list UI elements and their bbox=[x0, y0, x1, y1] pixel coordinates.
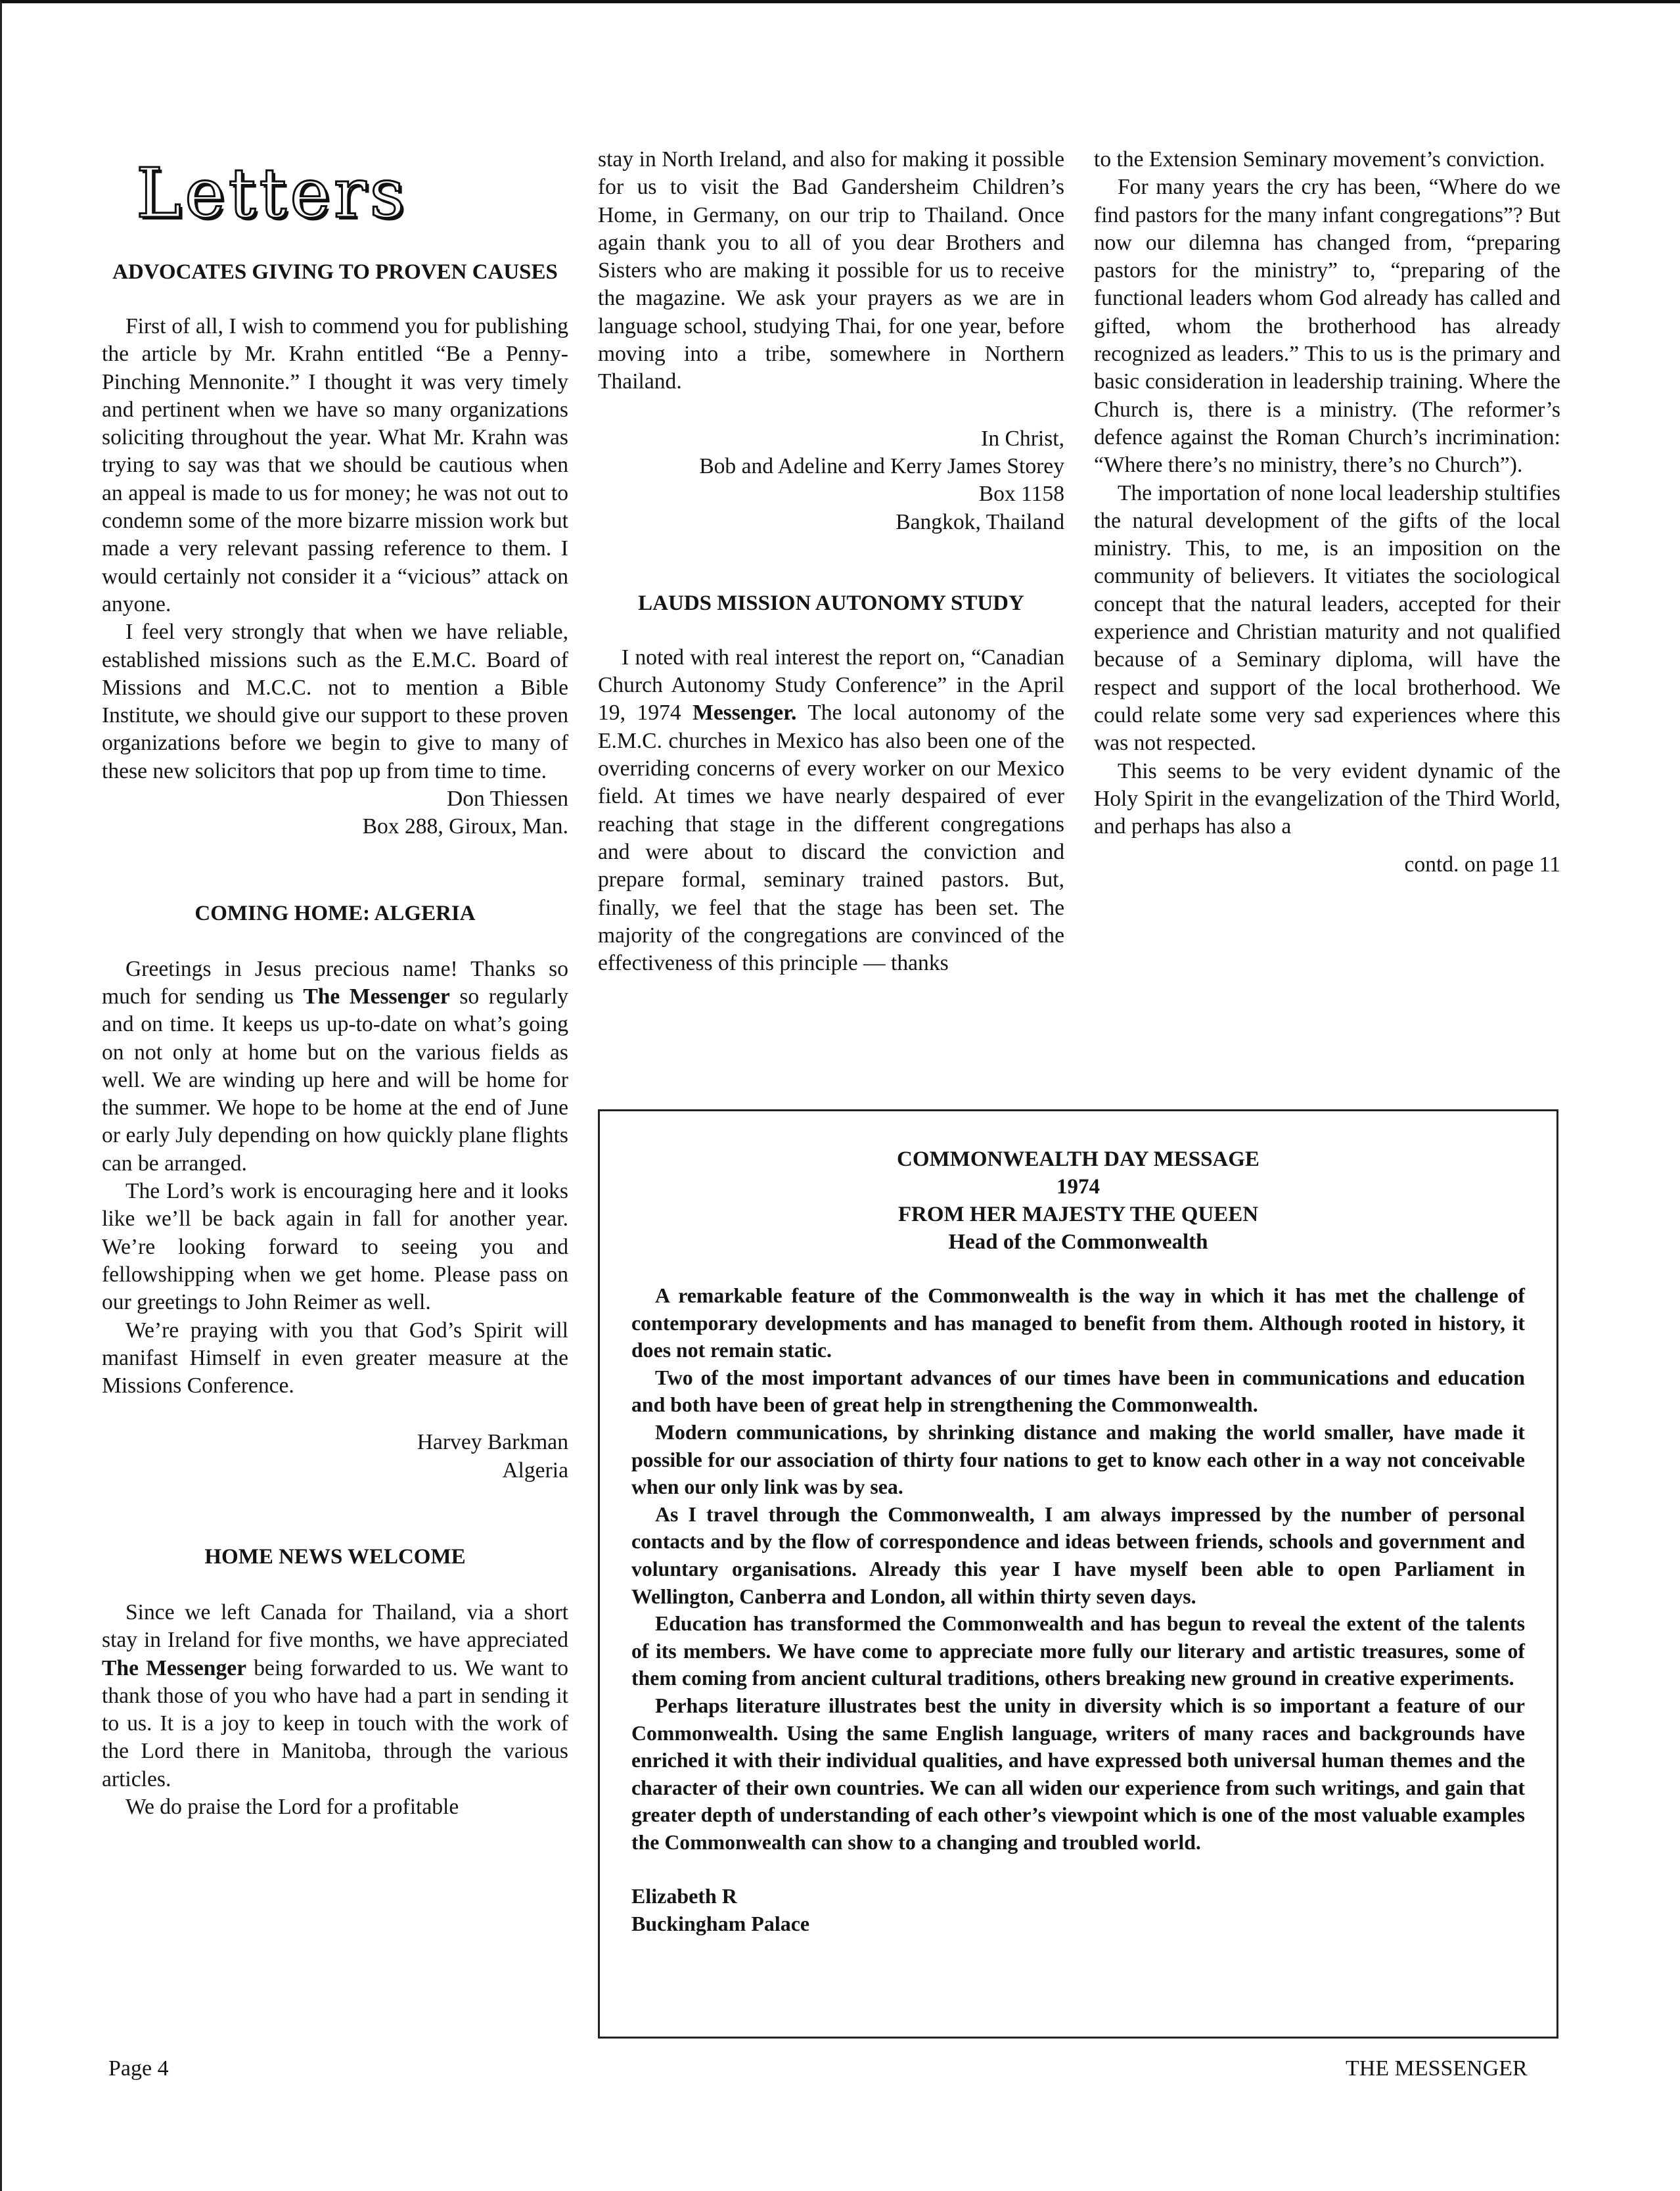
letter-advocates-paragraph-1: First of all, I wish to commend you for publishing the article by Mr. Krahn entitled “Be a Penny-Pinching Mennonite.” I thought it was very timely and pertinent when we have so many organizations soliciting throughout the year. What Mr. Krahn was trying to say was that we should be cautious when an appeal is made to us for money; he was not out to condemn some of the more bizarre mission work but made a very relevant passing reference to them. I would certainly not consider it a “vicious” attack on anyone. bbox=[102, 314, 568, 616]
column-left bbox=[102, 146, 568, 1821]
commonwealth-paragraph-4: As I travel through the Commonwealth, I am always impressed by the number of personal contacts and by the flow of correspondence and ideas between friends, schools and government and voluntary organisations. Already this year I have myself been able to open Parliament in Wellington, Canberra and London, all within thirty seven days. bbox=[631, 1502, 1525, 1608]
commonwealth-signature-place: Buckingham Palace bbox=[631, 1912, 810, 1936]
commonwealth-paragraph-3: Modern communications, by shrinking distance and making the world smaller, have made it possible for our association of thirty four nations to get to know each other in a way not conceivable when our only link was by sea. bbox=[631, 1420, 1525, 1499]
signature-name: Bob and Adeline and Kerry James Storey bbox=[699, 453, 1064, 478]
signature-closing: In Christ, bbox=[981, 426, 1064, 451]
letter-heading-algeria: COMING HOME: ALGERIA bbox=[194, 901, 476, 925]
letter-home-news-paragraph-2-continued: stay in North Ireland, and also for making it possible for us to visit the Bad Gandersheim Children’s Home, in Germany, on our trip to Thailand. Once again thank you to all of you dear Brothers and Sisters who are making it possible for us to receive the magazine. We ask your prayers as we are in language school, studying Thai, for one year, before moving into a tribe, somewhere in Northern Thailand. bbox=[598, 147, 1064, 394]
commonwealth-paragraph-6: Perhaps literature illustrates best the unity in diversity which is so important a feature of our Commonwealth. Using the same English language, writers of many races and backgrounds have enriched it with their individual qualities, and have expressed both universal human themes and the character of their own countries. We can all widen our experience from such writings, and gain that greater depth of understanding of each other’s viewpoint which is one of the most valuable examples the Commonwealth can show to a changing and troubled world. bbox=[631, 1694, 1525, 1854]
signature-name: Harvey Barkman bbox=[417, 1430, 568, 1455]
signature-place: Algeria bbox=[502, 1458, 568, 1483]
letters-masthead: Letters bbox=[136, 153, 408, 233]
letter-heading-lauds: LAUDS MISSION AUTONOMY STUDY bbox=[638, 591, 1024, 615]
letter-lauds-paragraph-2: For many years the cry has been, “Where do we find pastors for the many infant congregations”? But now our dilemna has changed from, “preparing pastors for the ministry” to, “preparing of the functional leaders whom God already has called and gifted, whom the brotherhood has already recognized as leaders.” This to us is the primary and basic consideration in leadership training. Where the Church is, there is a ministry. (The reformer’s defence against the Roman Church’s incrimination: “Where there’s no ministry, there’s no Church”). bbox=[1094, 175, 1560, 478]
publication-name: THE MESSENGER bbox=[1346, 2056, 1528, 2081]
commonwealth-title: COMMONWEALTH DAY MESSAGE bbox=[897, 1147, 1260, 1171]
letter-heading-home-news: HOME NEWS WELCOME bbox=[204, 1544, 466, 1569]
commonwealth-signature-name: Elizabeth R bbox=[631, 1884, 737, 1908]
letter-algeria-paragraph-3: We’re praying with you that God’s Spirit will manifast Himself in even greater measure at the Missions Conference. bbox=[102, 1318, 568, 1398]
commonwealth-message-box bbox=[598, 1109, 1558, 2039]
letter-lauds-paragraph-1: I noted with real interest the report on, “Canadian Church Autonomy Study Conference” in the April 19, 1974 Messenger. The local autonomy of the E.M.C. churches in Mexico has also been one of the overriding concerns of every worker on our Mexico field. At times we have nearly despaired of ever reaching that stage in the different congregations and were about to discard the conviction and prepare formal, seminary trained pastors. But, finally, we feel that the stage has been set. The majority of the congregations are convinced of the effectiveness of this principle — thanks bbox=[598, 645, 1064, 976]
letter-home-news-paragraph-1: Since we left Canada for Thailand, via a short stay in Ireland for five months, we have appreciated The Messenger being forwarded to us. We want to thank those of you who have had a part in sending it to us. It is a joy to keep in touch with the work of the Lord there in Manitoba, through the various articles. bbox=[102, 1600, 569, 1791]
commonwealth-paragraph-5: Education has transformed the Commonwealth and has begun to reveal the extent of the talents of its members. We have come to appreciate more fully our literary and artistic treasures, some of them coming from ancient cultural traditions, others breaking new ground in creative experiments. bbox=[631, 1612, 1525, 1690]
column-middle bbox=[598, 146, 1064, 977]
signature-place: Box 288, Giroux, Man. bbox=[362, 814, 568, 839]
column-right bbox=[1094, 146, 1560, 879]
commonwealth-from: FROM HER MAJESTY THE QUEEN bbox=[897, 1203, 1259, 1226]
commonwealth-paragraph-2: Two of the most important advances of our times have been in communications and education and both have been of great help in strengthening the Commonwealth. bbox=[631, 1366, 1525, 1417]
commonwealth-year: 1974 bbox=[1056, 1175, 1100, 1199]
signature-name: Don Thiessen bbox=[447, 787, 568, 812]
letter-lauds-paragraph-4: This seems to be very evident dynamic of the Holy Spirit in the evangelization of the Third World, and perhaps has also a bbox=[1094, 758, 1560, 839]
commonwealth-role: Head of the Commonwealth bbox=[948, 1230, 1208, 1254]
letter-algeria-paragraph-2: The Lord’s work is encouraging here and it looks like we’ll be back again in fall for another year. We’re looking forward to seeing you and fellowshipping when we get home. Please pass on our greetings to John Reimer as well. bbox=[102, 1179, 568, 1315]
commonwealth-paragraph-1: A remarkable feature of the Commonwealth is the way in which it has met the challenge of contemporary developments and has managed to benefit from them. Although rooted in history, it does not remain static. bbox=[631, 1284, 1525, 1362]
signature-place: Bangkok, Thailand bbox=[896, 509, 1064, 534]
letter-heading-advocates: ADVOCATES GIVING TO PROVEN CAUSES bbox=[112, 260, 558, 284]
continued-note: contd. on page 11 bbox=[1404, 852, 1560, 877]
signature-box: Box 1158 bbox=[978, 482, 1064, 507]
letter-algeria-paragraph-1: Greetings in Jesus precious name! Thanks so much for sending us The Messenger so regularly and on time. It keeps us up-to-date on what’s going on not only at home but on the various fields as well. We are winding up here and will be home for the summer. We hope to be home at the end of June or early July depending on how quickly plane flights can be arranged. bbox=[102, 956, 568, 1176]
letter-home-news-paragraph-2-start: We do praise the Lord for a profitable bbox=[125, 1795, 459, 1820]
page-number: Page 4 bbox=[108, 2056, 169, 2081]
letter-advocates-paragraph-2: I feel very strongly that when we have reliable, established missions such as the E.M.C. Board of Missions and M.C.C. not to mention a Bible Institute, we should give our support to these proven organizations before we begin to give to many of these new solicitors that pop up from time to time. bbox=[102, 620, 568, 783]
letter-lauds-paragraph-3: The importation of none local leadership stultifies the natural development of the gifts of the local ministry. This, to me, is an imposition on the community of believers. It vitiates the sociological concept that the natural leaders, accepted for their experience and Christian maturity and not qualified because of a Seminary diploma, will have the respect and support of the local brotherhood. We could relate some very sad experiences where this was not respected. bbox=[1094, 480, 1560, 756]
letter-lauds-paragraph-1-continued: to the Extension Seminary movement’s conviction. bbox=[1094, 147, 1545, 172]
